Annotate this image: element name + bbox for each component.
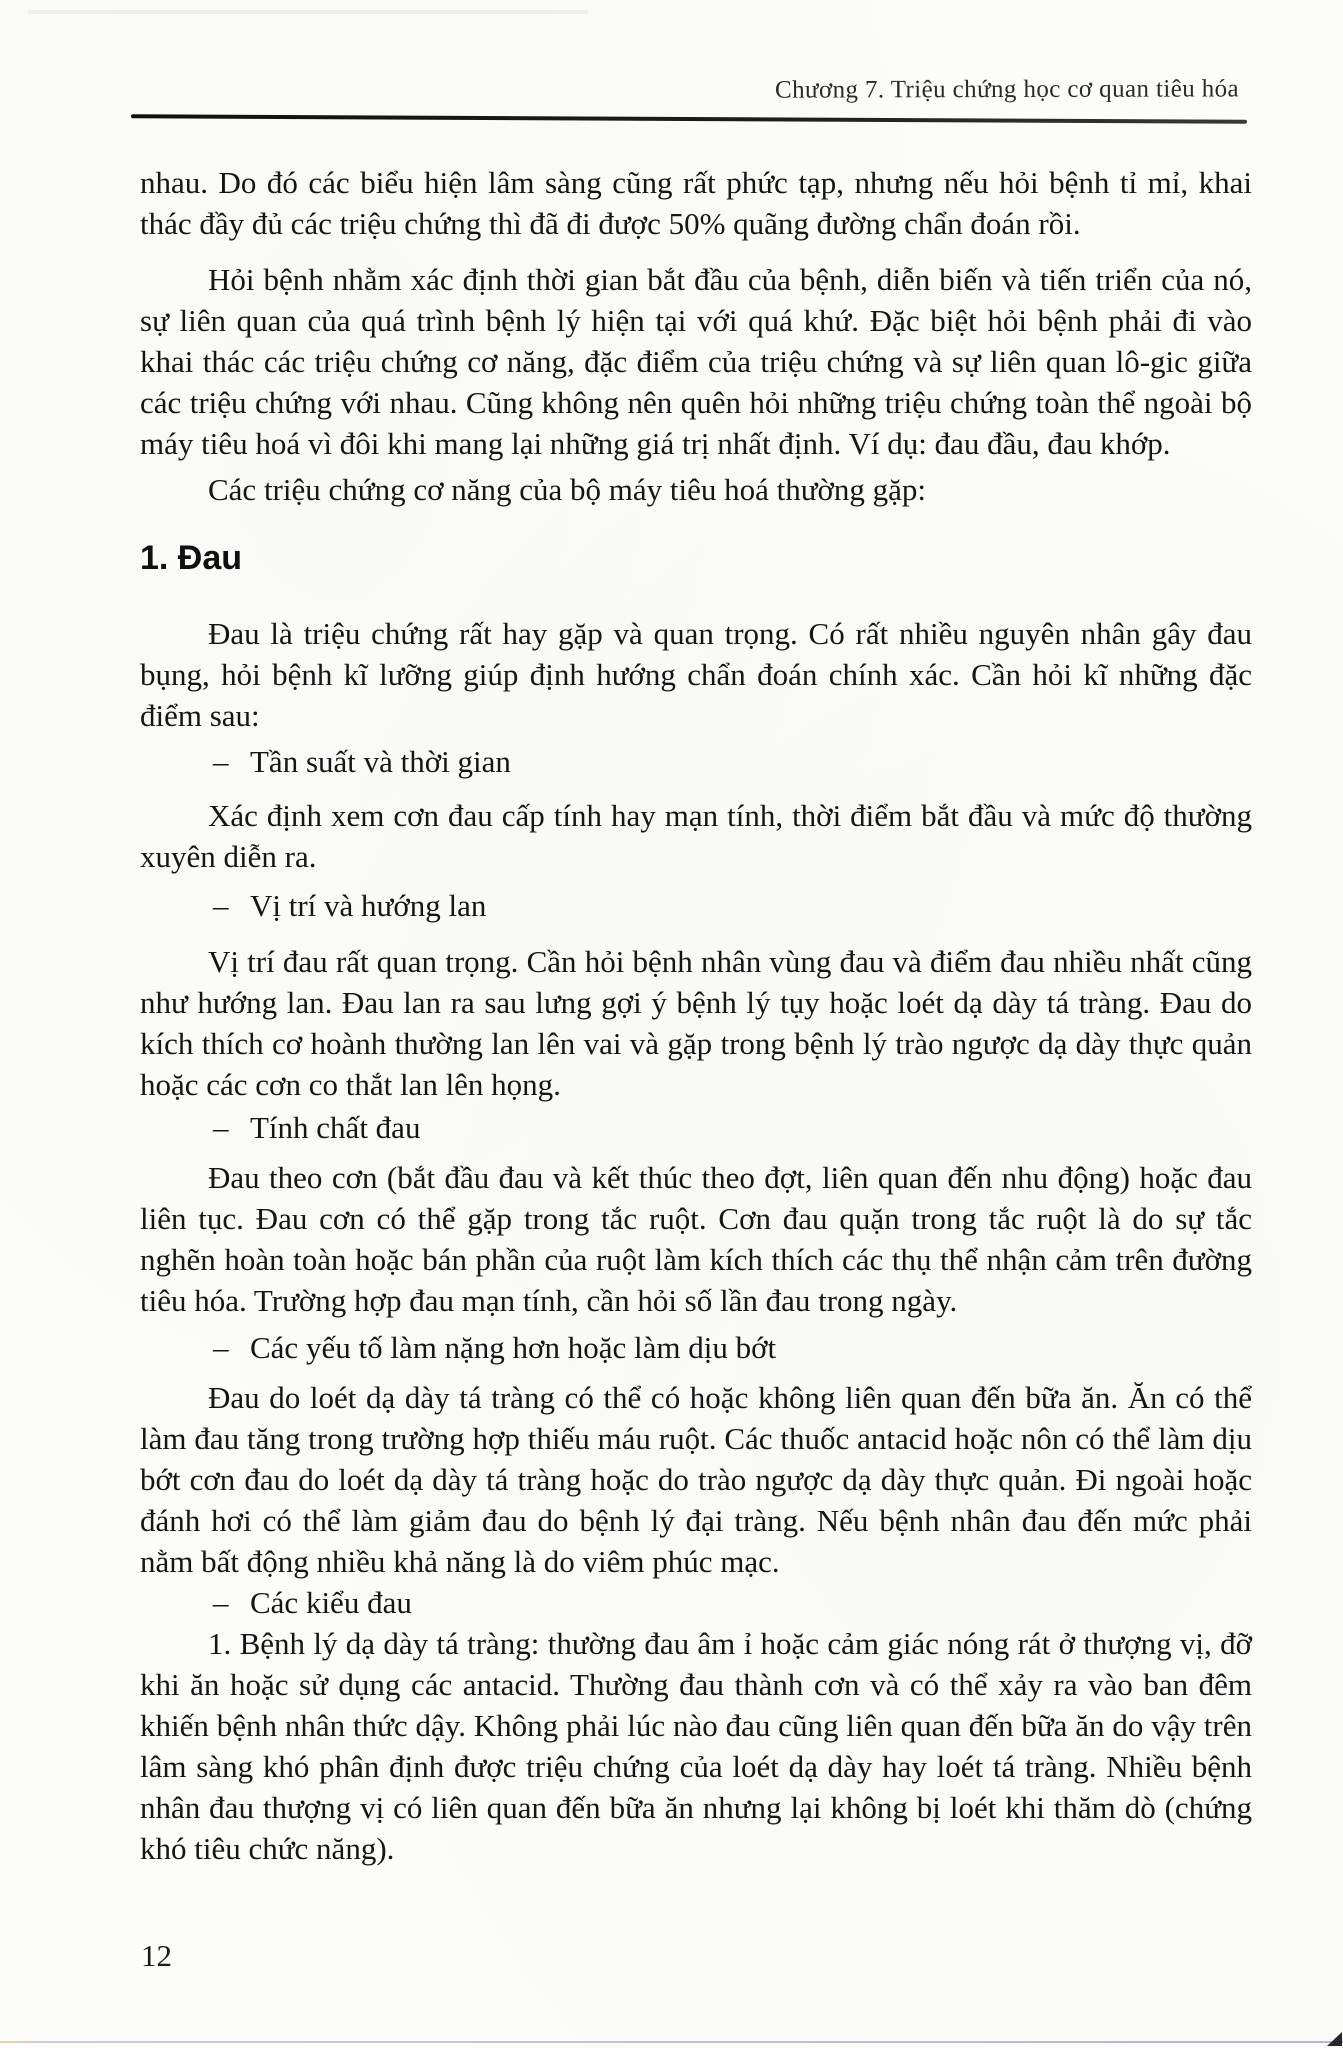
paragraph: Vị trí đau rất quan trọng. Cần hỏi bệnh nhân vùng đau và điểm đau nhiều nhất cũng như hướng lan. Đau lan ra sau lưng gợi ý bệnh lý tụy hoặc loét dạ dày tá tràng. Đau do kích thích cơ hoành thường lan lên vai và gặp trong bệnh lý trào ngược dạ dày thực quản hoặc các cơn co thắt lan lên họng.: [140, 944, 1252, 1102]
list-item-label: Các yếu tố làm nặng hơn hoặc làm dịu bớt: [250, 1330, 777, 1365]
paragraph: Hỏi bệnh nhằm xác định thời gian bắt đầu của bệnh, diễn biến và tiến triển của nó, sự liên quan của quá trình bệnh lý hiện tại với quá khứ. Đặc biệt hỏi bệnh phải đi vào khai thác các triệu chứng cơ năng, đặc điểm của triệu chứng và sự liên quan lô-gic giữa các triệu chứng với nhau. Cũng không nên quên hỏi những triệu chứng toàn thể ngoài bộ máy tiêu hoá vì đôi khi mang lại những giá trị nhất định. Ví dụ: đau đầu, đau khớp.: [140, 262, 1252, 461]
paragraph: 1. Bệnh lý dạ dày tá tràng: thường đau âm ỉ hoặc cảm giác nóng rát ở thượng vị, đỡ khi ăn hoặc sử dụng các antacid. Thường đau thành cơn và có thể xảy ra vào ban đêm khiến bệnh nhân thức dậy. Không phải lúc nào đau cũng liên quan đến bữa ăn do vậy trên lâm sàng khó phân định được triệu chứng của loét dạ dày hay loét tá tràng. Nhiều bệnh nhân đau thượng vị có liên quan đến bữa ăn nhưng lại không bị loét khi thăm dò (chứng khó tiêu chức năng).: [140, 1626, 1252, 1866]
list-item-label: Tần suất và thời gian: [250, 744, 511, 779]
bullet-dash: –: [213, 1585, 229, 1620]
list-item: [213, 1582, 1252, 1623]
list-item: [213, 1107, 1252, 1148]
list-item: [213, 741, 1252, 782]
paragraph: Đau là triệu chứng rất hay gặp và quan trọng. Có rất nhiều nguyên nhân gây đau bụng, hỏi bệnh kĩ lưỡng giúp định hướng chẩn đoán chính xác. Cần hỏi kĩ những đặc điểm sau:: [140, 616, 1252, 733]
bullet-dash: –: [213, 1330, 229, 1365]
list-item-label: Vị trí và hướng lan: [250, 888, 487, 923]
list-item: [213, 885, 1252, 926]
bullet-dash: –: [213, 888, 229, 923]
page-number: 12: [141, 1938, 172, 1973]
scan-corner-artifact: [1327, 2032, 1342, 2046]
list-item: [213, 1327, 1252, 1368]
list-item-label: Tính chất đau: [250, 1110, 421, 1145]
section-heading: 1. Đau: [140, 539, 243, 577]
list-item-label: Các kiểu đau: [250, 1585, 412, 1620]
paragraph: Các triệu chứng cơ năng của bộ máy tiêu hoá thường gặp:: [208, 472, 927, 507]
bullet-dash: –: [213, 1110, 229, 1145]
paragraph: Đau do loét dạ dày tá tràng có thể có hoặc không liên quan đến bữa ăn. Ăn có thể làm đau tăng trong trường hợp thiếu máu ruột. Các thuốc antacid hoặc nôn có thể làm dịu bớt cơn đau do loét dạ dày tá tràng hoặc do trào ngược dạ dày thực quản. Đi ngoài hoặc đánh hơi có thể làm giảm đau do bệnh lý đại tràng. Nếu bệnh nhân đau đến mức phải nằm bất động nhiều khả năng là do viêm phúc mạc.: [140, 1380, 1252, 1579]
scan-edge-line: [0, 2041, 1343, 2043]
paragraph: Xác định xem cơn đau cấp tính hay mạn tính, thời điểm bắt đầu và mức độ thường xuyên diễn ra.: [140, 798, 1252, 874]
bullet-dash: –: [213, 744, 229, 779]
paragraph: nhau. Do đó các biểu hiện lâm sàng cũng rất phức tạp, nhưng nếu hỏi bệnh tỉ mỉ, khai thác đầy đủ các triệu chứng thì đã đi được 50% quãng đường chẩn đoán rồi.: [140, 165, 1252, 241]
page-body: [140, 162, 1252, 1869]
header-rule: [131, 114, 1247, 123]
running-head: Chương 7. Triệu chứng học cơ quan tiêu hóa: [774, 75, 1240, 104]
scan-artifact-smudge: [28, 10, 588, 14]
paragraph: Đau theo cơn (bắt đầu đau và kết thúc theo đợt, liên quan đến nhu động) hoặc đau liên tục. Đau cơn có thể gặp trong tắc ruột. Cơn đau quặn trong tắc ruột là do sự tắc nghẽn hoàn toàn hoặc bán phần của ruột làm kích thích các thụ thể nhận cảm trên đường tiêu hóa. Trường hợp đau mạn tính, cần hỏi số lần đau trong ngày.: [140, 1160, 1252, 1318]
